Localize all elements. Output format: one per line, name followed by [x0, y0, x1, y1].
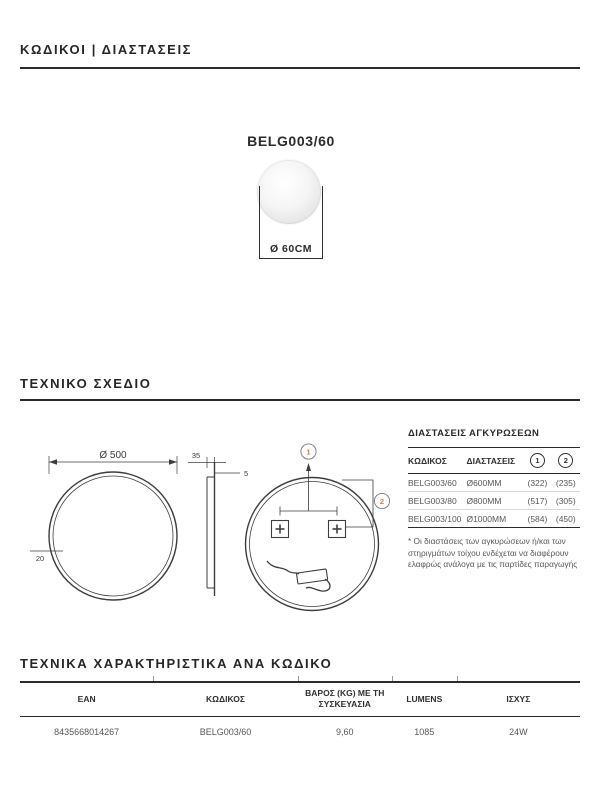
diameter-dimension-bracket: [259, 186, 323, 259]
col-header-code: ΚΩΔΙΚΟΣ: [153, 682, 297, 716]
anchor-table-header-row: [408, 448, 580, 474]
cell-anchor-1: (517): [523, 492, 551, 510]
glass-thickness-label: 5: [244, 469, 249, 478]
cell-weight: 9,60: [336, 726, 354, 737]
anchor-table-row: [408, 474, 580, 492]
product-diameter-label: Ø 60CM: [269, 243, 313, 255]
callout-1: 1: [306, 447, 311, 457]
cell-anchor-2: (305): [552, 492, 580, 510]
section-title-technical-specs: ΤΕΧΝΙΚΑ ΧΑΡΑΚΤΗΡΙΣΤΙΚΑ ΑΝΑ ΚΩΔΙΚΟ: [20, 656, 333, 671]
side-view: [188, 451, 248, 596]
col-header-code: ΚΩΔΙΚΟΣ: [408, 448, 466, 474]
cell-lumens: 1085: [414, 726, 435, 737]
front-view: [30, 450, 177, 600]
spec-table-row: [20, 716, 580, 738]
cell-code: BELG003/100: [408, 510, 466, 528]
product-code: BELG003/60: [247, 133, 335, 149]
col-header-ean: EAN: [20, 682, 153, 716]
cell-power: 24W: [509, 726, 528, 737]
circled-1-icon: 1: [530, 453, 545, 468]
cell-dimensions: Ø600MM: [466, 477, 502, 488]
frame-depth-label: 20: [35, 554, 45, 563]
anchor-table-title: ΔΙΑΣΤΑΣΕΙΣ ΑΓΚΥΡΩΣΕΩΝ: [408, 428, 540, 439]
cell-code: BELG003/60: [199, 726, 252, 737]
spec-table-wrap: [20, 681, 580, 738]
anchor-table-row: [408, 492, 580, 510]
cell-anchor-2: (450): [552, 510, 580, 528]
section-divider: [20, 399, 580, 401]
cell-ean: 8435668014267: [54, 726, 120, 737]
callout-2: 2: [379, 496, 385, 506]
col-header-power: ΙΣΧΥΣ: [457, 682, 580, 716]
anchor-table-footnote: * Οι διαστάσεις των αγκυρώσεων ή/και των στηριγμάτων τοίχου ενδέχεται να διαφέρουν ελαφρώς ανάλογα με τις παρτίδες παραγωγής: [408, 536, 578, 570]
circled-2-icon: 2: [558, 453, 573, 468]
anchor-table-row: [408, 510, 580, 528]
section-title-technical-drawing: ΤΕΧΝΙΚΟ ΣΧΕΔΙΟ: [20, 376, 152, 391]
anchor-dimensions-table: [408, 447, 580, 528]
cell-anchor-1: (322): [527, 477, 548, 488]
col-header-anchor-2: [552, 448, 580, 474]
section-title-codes-dimensions: ΚΩΔΙΚΟΙ | ΔΙΑΣΤΑΣΕΙΣ: [20, 42, 193, 57]
cell-anchor-1: (584): [523, 510, 551, 528]
front-diameter-label: Ø 500: [99, 450, 127, 461]
column-ticks: [20, 676, 580, 681]
col-header-weight: ΒΑΡΟΣ (KG) ΜΕ ΤΗ ΣΥΣΚΕΥΑΣΙΑ: [298, 682, 392, 716]
cell-dimensions: Ø800MM: [466, 492, 523, 510]
cell-dimensions: Ø1000MM: [466, 510, 523, 528]
spec-table-header-row: [20, 682, 580, 716]
technical-drawing: [20, 430, 400, 630]
anchor-cross-icon: [276, 525, 342, 534]
back-view: [246, 444, 390, 611]
col-header-dimensions: ΔΙΑΣΤΑΣΕΙΣ: [466, 448, 523, 474]
side-depth-label: 35: [191, 451, 201, 460]
cell-code: BELG003/60: [408, 477, 457, 488]
col-header-lumens: LUMENS: [392, 682, 457, 716]
cell-anchor-2: (235): [555, 477, 576, 488]
section-divider: [20, 67, 580, 69]
col-header-anchor-1: [523, 448, 551, 474]
cell-code: BELG003/80: [408, 492, 466, 510]
technical-specs-table: [20, 681, 580, 738]
anchor-dimensions-panel: [408, 428, 580, 571]
